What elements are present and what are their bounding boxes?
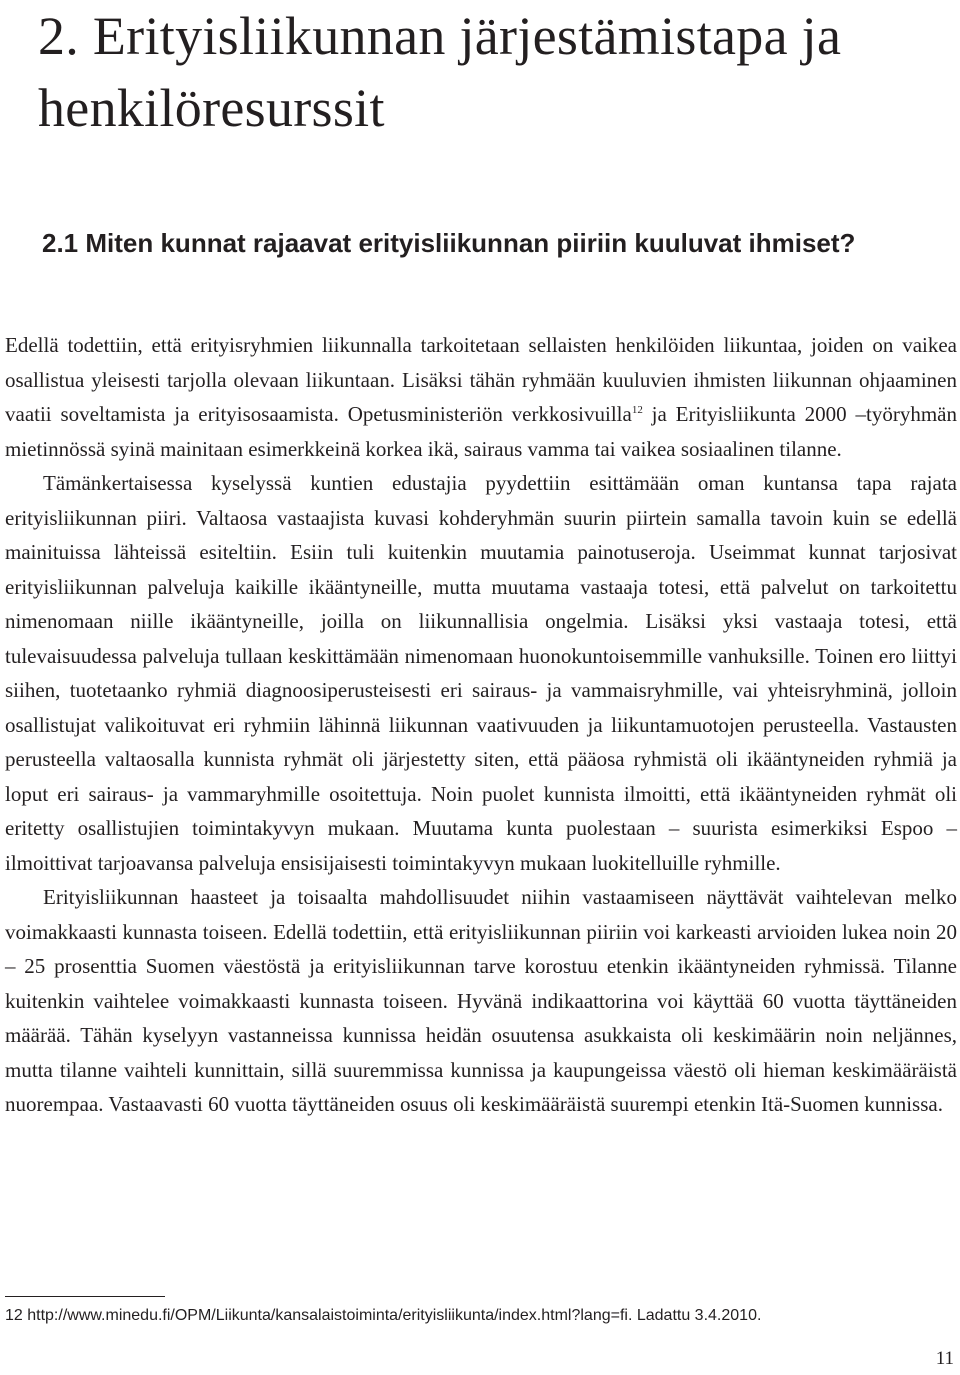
chapter-title: 2. Erityisliikunnan järjestämistapa ja henkilöresurssit [38,6,842,138]
footnote-reference: 12 [631,404,643,416]
paragraph-2: Tämänkertaisessa kyselyssä kuntien edustajia pyydettiin esittämään oman kuntansa tapa rajata erityisliikunnan piiri. Valtaosa vastaajista kuvasi kohderyhmän suurin piirtein samalla tavoin kuin se edellä mainituissa lähteissä esiteltiin. Esiin tuli kuitenkin muutamia painotuseroja. Useimmat kunnat tarjosivat erityisliikunnan palveluja kaikille ikääntyneille, mutta muutama vastaaja totesi, että palvelut on tarkoitettu nimenomaan niille ikääntyneille, joilla on liikunnallisia ongelmia. Lisäksi yksi vastaaja totesi, että tulevaisuudessa palveluja tullaan keskittämään nimenomaan huonokuntoisemmille vanhuksille. Toinen ero liittyi siihen, tuotetaanko ryhmiä diagnoosiperusteisesti eri sairaus- ja vammaisryhmille, vai yhteisryhminä, jolloin osallistujat valikoituvat eri ryhmiin lähinnä liikunnan vaativuuden ja liikuntamuotojen perusteella. Vastausten perusteella valtaosalla kunnista ryhmät oli järjestetty siten, että pääosa ryhmistä oli ikääntyneiden ryhmiä ja loput eri sairaus- ja vammaryhmille osoitettuja. Noin puolet kunnista ilmoitti, että ikääntyneiden ryhmät oli eritetty osallistujien toimintakyvyn mukaan. Muutama kunta puolestaan – suurista esimerkiksi Espoo – ilmoittivat tarjoavansa palveluja ensisijaisesti toimintakyvyn mukaan luokitelluille ryhmille. [5,471,957,875]
section-title: 2.1 Miten kunnat rajaavat erityisliikunnan piiriin kuuluvat ihmiset? [42,228,856,258]
footnote-divider [5,1296,165,1297]
body-text [5,328,957,1122]
paragraph-1-text: Edellä todettiin, että erityisryhmien liikunnalla tarkoitetaan sellaisten henkilöiden liikuntaa, joiden on vaikea osallistua yleisesti tarjolla olevaan liikuntaan. Lisäksi tähän ryhmään kuuluvien ihmisten liikunnan ohjaaminen vaatii soveltamista ja erityisosaamista. Opetusministeriön verkkosivuilla [5,333,957,426]
paragraph-1 [5,328,957,466]
paragraph-3: Erityisliikunnan haasteet ja toisaalta mahdollisuudet niihin vastaamiseen näyttävät vaihtelevan melko voimakkaasti kunnasta toiseen. Edellä todettiin, että erityisliikunnan piiriin voi karkeasti arvioiden lukea noin 20 – 25 prosenttia Suomen väestöstä ja erityisliikunnan tarve korostuu etenkin ikääntyneiden ryhmissä. Tilanne kuitenkin vaihtelee voimakkaasti kunnasta toiseen. Hyvänä indikaattorina voi käyttää 60 vuotta täyttäneiden määrää. Tähän kyselyyn vastanneissa kunnissa heidän osuutensa asukkaista oli keskimäärin noin neljännes, mutta tilanne vaihteli kunnittain, sillä suuremmissa kunnissa ja kaupungeissa väestö oli hieman keskimääräistä nuorempaa. Vastaavasti 60 vuotta täyttäneiden osuus oli keskimääräistä suurempi etenkin Itä-Suomen kunnissa. [5,885,957,1116]
paragraph-1-continued: ja Erityisliikunta 2000 –työryhmän mietinnössä syinä mainitaan esimerkkeinä korkea ikä, sairaus vamma tai vaikea sosiaalinen tilanne. [5,402,957,461]
footnote: 12 http://www.minedu.fi/OPM/Liikunta/kansalaistoiminta/erityisliikunta/index.html?lang=fi. Ladattu 3.4.2010. [5,1307,762,1324]
page-number: 11 [935,1348,954,1369]
